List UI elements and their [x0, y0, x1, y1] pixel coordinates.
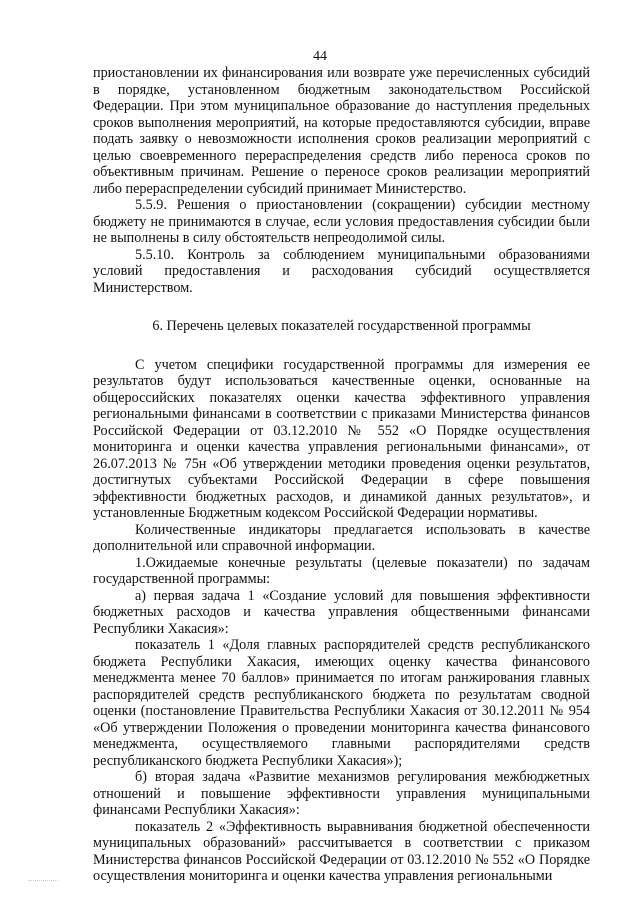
- spacer: [93, 296, 590, 318]
- paragraph-5-5-10: 5.5.10. Контроль за соблюдением муниципальными образованиями условий предоставления и расходования субсидий осуществляется Министерством.: [93, 246, 590, 296]
- paragraph-quantitative-indicators: Количественные индикаторы предлагается использовать в качестве дополнительной или справочной информации.: [93, 521, 590, 554]
- document-body: [93, 65, 590, 885]
- spacer: [93, 335, 590, 357]
- paragraph-first-task: а) первая задача 1 «Создание условий для повышения эффективности бюджетных расходов и качества управления общественными финансами Республики Хакасия»:: [93, 587, 590, 637]
- paragraph-second-task: б) вторая задача «Развитие механизмов регулирования межбюджетных отношений и повышение эффективности управления муниципальными финансами Республики Хакасия»:: [93, 769, 590, 818]
- paragraph-indicator-2: показатель 2 «Эффективность выравнивания бюджетной обеспеченности муниципальных образований» рассчитывается в соответствии с приказом Министерства финансов Российской Федерации от 03.12.2010 № 552 «О Порядке осуществления мониторинга и оценки качества управления региональными: [93, 818, 590, 884]
- paragraph-5-5-9: 5.5.9. Решения о приостановлении (сокращении) субсидии местному бюджету не принимаются в случае, если условия предоставления субсидии были не выполнены в силу обстоятельств непреодолимой силы.: [93, 197, 590, 246]
- section-heading: 6. Перечень целевых показателей государственной программы: [152, 318, 531, 334]
- scan-artifact: [28, 880, 58, 887]
- paragraph-subsidy-suspension-continued: приостановлении их финансирования или возврате уже перечисленных субсидий в порядке, установленном бюджетным законодательством Российской Федерации. При этом муниципальное образование до наступления предельных сроков выполнения мероприятий, на которые предоставляются субсидии, вправе подать заявку о невозможности исполнения сроков реализации мероприятий с целью своевременного перераспределения средств либо переноса сроков по объективным причинам. Решение о переносе сроков реализации мероприятий либо перераспределении субсидий принимает Министерство.: [93, 65, 590, 197]
- paragraph-program-specifics: С учетом специфики государственной программы для измерения ее результатов будут использоваться качественные оценки, основанные на общероссийских показателях оценки качества эффективного управления региональными финансами в соответствии с приказами Министерства финансов Российской Федерации от 03.12.2010 № 552 «О Порядке осуществления мониторинга и оценки качества управления региональными финансами», от 26.07.2013 № 75н «Об утверждении методики проведения оценки результатов, достигнутых субъектами Российской Федерации в сфере повышения эффективности бюджетных расходов, и динамикой данных результатов», и установленные Бюджетным кодексом Российской Федерации нормативы.: [93, 356, 590, 521]
- paragraph-expected-results: 1.Ожидаемые конечные результаты (целевые показатели) по задачам государственной программы:: [93, 554, 590, 587]
- page-number: 44: [313, 49, 327, 64]
- paragraph-indicator-1: показатель 1 «Доля главных распорядителей средств республиканского бюджета Республики Хакасия, имеющих оценку качества финансового менеджмента менее 70 баллов» принимается по итогам ранжирования главных распорядителей средств республиканского бюджета по результатам сводной оценки (постановление Правительства Республики Хакасия от 30.12.2011 № 954 «Об утверждении Положения о проведении мониторинга качества финансового менеджмента, осуществляемого главными распорядителями средств республиканского бюджета Республики Хакасия»);: [93, 637, 590, 769]
